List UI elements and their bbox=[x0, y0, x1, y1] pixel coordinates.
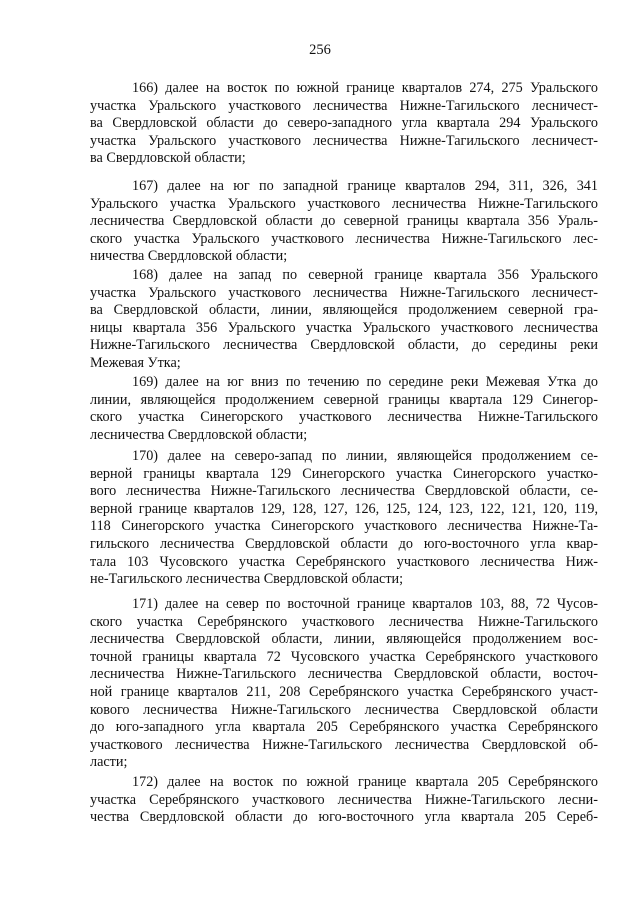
text-line: 169) далее на юг вниз по течению по середине реки Межевая Утка до bbox=[132, 374, 598, 390]
paragraph-171 bbox=[90, 596, 598, 772]
text-line: 166) далее на восток по южной границе кварталов 274, 275 Уральского bbox=[132, 80, 598, 96]
text-line: лесничества Нижне-Тагильского лесничества Свердловской области, восточ- bbox=[90, 666, 598, 683]
text-line: Нижне-Тагильского лесничества Свердловской области, до середины реки bbox=[90, 337, 598, 354]
text-line: ва Свердловской области, линии, являющейся продолжением северной гра- bbox=[90, 302, 598, 319]
paragraph-169 bbox=[90, 374, 598, 444]
text-line: ласти; bbox=[90, 754, 128, 771]
text-line: линии, являющейся продолжением северной границы квартала 129 Синегор- bbox=[90, 391, 598, 408]
paragraph-166 bbox=[90, 80, 598, 168]
paragraph-168 bbox=[90, 267, 598, 373]
paragraph-170 bbox=[90, 448, 598, 589]
text-line: Уральского участка Уральского участкового лесничества Нижне-Тагильского bbox=[90, 195, 598, 212]
text-line: 168) далее на запад по северной границе квартала 356 Уральского bbox=[132, 267, 598, 283]
text-line: верной границы квартала 129 Синегорского участка Синегорского участко- bbox=[90, 465, 598, 482]
text-line: кового лесничества Нижне-Тагильского лесничества Свердловской области bbox=[90, 701, 598, 718]
text-line: ского участка Синегорского участкового лесничества Нижне-Тагильского bbox=[90, 409, 598, 426]
text-line: ва Свердловской области до северо-западного угла квартала 294 Уральского bbox=[90, 115, 598, 132]
text-line: лесничества Свердловской области до северной границы квартала 356 Ураль- bbox=[90, 213, 598, 230]
text-line: участка Серебрянского участкового лесничества Нижне-Тагильского лесни- bbox=[90, 791, 598, 808]
text-line: не-Тагильского лесничества Свердловской области; bbox=[90, 571, 404, 588]
text-line: чества Свердловской области до юго-восточного угла квартала 205 Сереб- bbox=[90, 809, 598, 826]
text-line: 167) далее на юг по западной границе кварталов 294, 311, 326, 341 bbox=[132, 178, 598, 194]
page-number: 256 bbox=[309, 42, 331, 58]
text-line: участка Уральского участкового лесничества Нижне-Тагильского лесничест- bbox=[90, 97, 598, 114]
text-line: вого лесничества Нижне-Тагильского лесничества Свердловской области, се- bbox=[90, 483, 598, 500]
text-line: ничества Свердловской области; bbox=[90, 248, 288, 265]
text-line: 170) далее на северо-запад по линии, являющейся продолжением се- bbox=[132, 448, 598, 464]
text-line: верной границе кварталов 129, 128, 127, 126, 125, 124, 123, 122, 121, 120, 119, bbox=[90, 500, 598, 517]
text-line: ского участка Серебрянского участкового лесничества Нижне-Тагильского bbox=[90, 613, 598, 630]
text-line: лесничества Свердловской области, линии, являющейся продолжением вос- bbox=[90, 631, 598, 648]
text-line: до юго-западного угла квартала 205 Серебрянского участка Серебрянского bbox=[90, 719, 598, 736]
text-line: гильского лесничества Свердловской области до юго-восточного угла квар- bbox=[90, 535, 598, 552]
text-line: 172) далее на восток по южной границе квартала 205 Серебрянского bbox=[132, 774, 598, 790]
text-line: 171) далее на север по восточной границе кварталов 103, 88, 72 Чусов- bbox=[132, 596, 598, 612]
text-line: лесничества Свердловской области; bbox=[90, 426, 308, 443]
text-line: точной границы квартала 72 Чусовского участка Серебрянского участкового bbox=[90, 648, 598, 665]
text-line: ной границе кварталов 211, 208 Серебрянского участка Серебрянского участ- bbox=[90, 683, 598, 700]
paragraph-167 bbox=[90, 178, 598, 266]
text-line: участкового лесничества Нижне-Тагильского лесничества Свердловской об- bbox=[90, 736, 598, 753]
text-line: участка Уральского участкового лесничества Нижне-Тагильского лесничест- bbox=[90, 132, 598, 149]
text-line: тала 103 Чусовского участка Серебрянского участкового лесничества Ниж- bbox=[90, 553, 598, 570]
text-line: ва Свердловской области; bbox=[90, 150, 246, 167]
text-line: ницы квартала 356 Уральского участка Уральского участкового лесничества bbox=[90, 319, 598, 336]
text-line: 118 Синегорского участка Синегорского участкового лесничества Нижне-Та- bbox=[90, 518, 598, 535]
text-line: участка Уральского участкового лесничества Нижне-Тагильского лесничест- bbox=[90, 284, 598, 301]
paragraph-172 bbox=[90, 774, 598, 827]
text-line: Межевая Утка; bbox=[90, 354, 181, 371]
text-line: ского участка Уральского участкового лесничества Нижне-Тагильского лес- bbox=[90, 230, 598, 247]
